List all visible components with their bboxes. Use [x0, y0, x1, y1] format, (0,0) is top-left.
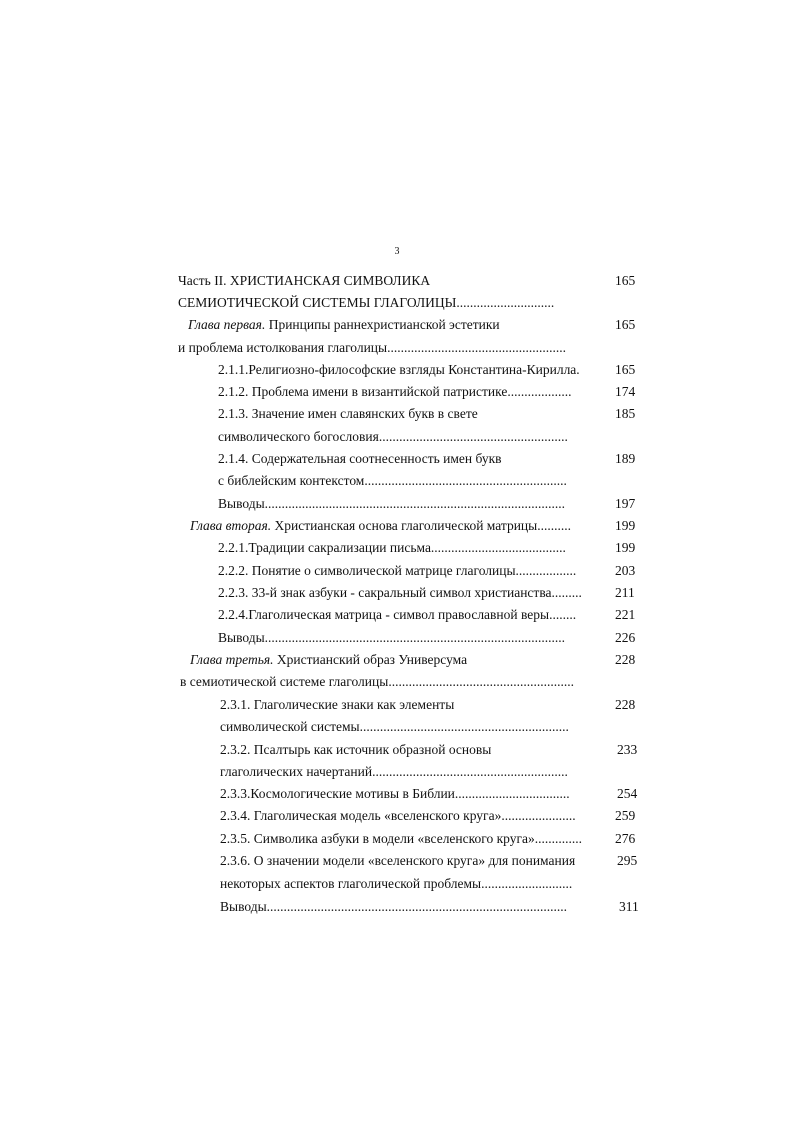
toc-section-2-2-2: 2.2.2. Понятие о символической матрице глаголицы.................. — [218, 563, 577, 578]
toc-section-2-1-4-line2: с библейским контекстом............................................................ — [218, 473, 567, 488]
toc-section-2-1-2-page: 174 — [615, 384, 636, 399]
toc-section-2-2-4: 2.2.4.Глаголическая матрица - символ православной веры........ — [218, 607, 577, 622]
toc-section-2-3-1: 2.3.1. Глаголические знаки как элементы — [220, 697, 455, 712]
toc-section-2-3-4: 2.3.4. Глаголическая модель «вселенского круга»...................... — [220, 808, 576, 823]
toc-section-2-3-2: 2.3.2. Псалтырь как источник образной основы — [220, 742, 492, 757]
toc-section-2-2-2-page: 203 — [615, 563, 636, 578]
toc-chapter1-title-line2: и проблема истолкования глаголицы..................................................... — [178, 340, 566, 355]
toc-section-2-3-2-page: 233 — [617, 742, 638, 757]
toc-section-2-1-2: 2.1.2. Проблема имени в византийской патристике................... — [218, 384, 572, 399]
toc-section-2-2-3-page: 211 — [615, 585, 635, 600]
toc-section-2-2-4-page: 221 — [615, 607, 636, 622]
toc-section-2-3-2-line2: глаголических начертаний.......................................................... — [220, 764, 568, 779]
toc-chapter1-page: 165 — [615, 317, 636, 332]
toc-chapter3-title — [190, 651, 596, 669]
toc-section-2-1-4-page: 189 — [615, 451, 636, 466]
toc-section-2-2-3: 2.2.3. 33-й знак азбуки - сакральный символ христианства......... — [218, 585, 582, 600]
toc-conclusions-2: Выводы......................................................................................... — [218, 630, 566, 645]
toc-section-2-1-3-page: 185 — [615, 406, 636, 421]
toc-section-2-3-1-page: 228 — [615, 697, 636, 712]
toc-chapter1-title-line1: Принципы раннехристианской эстетики — [265, 317, 500, 332]
toc-chapter2-page: 199 — [615, 518, 636, 533]
toc-conclusions-3: Выводы......................................................................................... — [220, 899, 568, 914]
toc-conclusions-2-page: 226 — [615, 630, 636, 645]
toc-part-line2: СЕМИОТИЧЕСКОЙ СИСТЕМЫ ГЛАГОЛИЦЫ............................. — [178, 295, 555, 310]
toc-chapter2-title — [190, 517, 596, 535]
toc-section-2-1-1-page: 165 — [615, 362, 636, 377]
toc-section-2-1-4: 2.1.4. Содержательная соотнесенность имен букв — [218, 451, 502, 466]
page-number: 3 — [394, 246, 400, 257]
toc-section-2-3-5: 2.3.5. Символика азбуки в модели «вселенского круга».............. — [220, 831, 582, 846]
toc-section-2-2-1-page: 199 — [615, 540, 636, 555]
toc-conclusions-1: Выводы......................................................................................... — [218, 496, 566, 511]
toc-conclusions-1-page: 197 — [615, 496, 636, 511]
toc-section-2-3-6-page: 295 — [617, 853, 638, 868]
toc-section-2-3-6-line2: некоторых аспектов глаголической проблемы........................... — [220, 876, 573, 891]
toc-section-2-3-5-page: 276 — [615, 831, 636, 846]
toc-part-line1: Часть II. ХРИСТИАНСКАЯ СИМВОЛИКА — [178, 273, 431, 288]
toc-section-2-2-1: 2.2.1.Традиции сакрализации письма........................................ — [218, 540, 566, 555]
toc-chapter2-title-line1: Христианская основа глаголической матрицы.......... — [271, 518, 571, 533]
toc-chapter3-title-line1: Христианский образ Универсума — [273, 652, 468, 667]
toc-section-2-3-3: 2.3.3.Космологические мотивы в Библии.................................. — [220, 786, 570, 801]
toc-section-2-1-3-line2: символического богословия........................................................ — [218, 429, 568, 444]
toc-section-2-3-3-page: 254 — [617, 786, 638, 801]
toc-section-2-3-1-line2: символической системы.............................................................. — [220, 719, 569, 734]
toc-chapter3-label: Глава третья. — [190, 652, 274, 667]
toc-section-2-1-1: 2.1.1.Религиозно-философские взгляды Константина-Кирилла. — [218, 362, 580, 377]
toc-chapter1-label: Глава первая. — [188, 317, 266, 332]
toc-section-2-1-3: 2.1.3. Значение имен славянских букв в свете — [218, 406, 478, 421]
toc-chapter3-title-line2: в семиотической системе глаголицы....................................................... — [180, 674, 574, 689]
toc-part-page: 165 — [615, 273, 636, 288]
toc-part-title — [178, 272, 598, 290]
toc-chapter3-page: 228 — [615, 652, 636, 667]
toc-section-2-3-4-page: 259 — [615, 808, 636, 823]
toc-section-2-3-6: 2.3.6. О значении модели «вселенского круга» для понимания — [220, 853, 576, 868]
toc-chapter1-title — [188, 316, 598, 334]
toc-chapter2-label: Глава вторая. — [190, 518, 272, 533]
toc-conclusions-3-page: 311 — [619, 899, 639, 914]
